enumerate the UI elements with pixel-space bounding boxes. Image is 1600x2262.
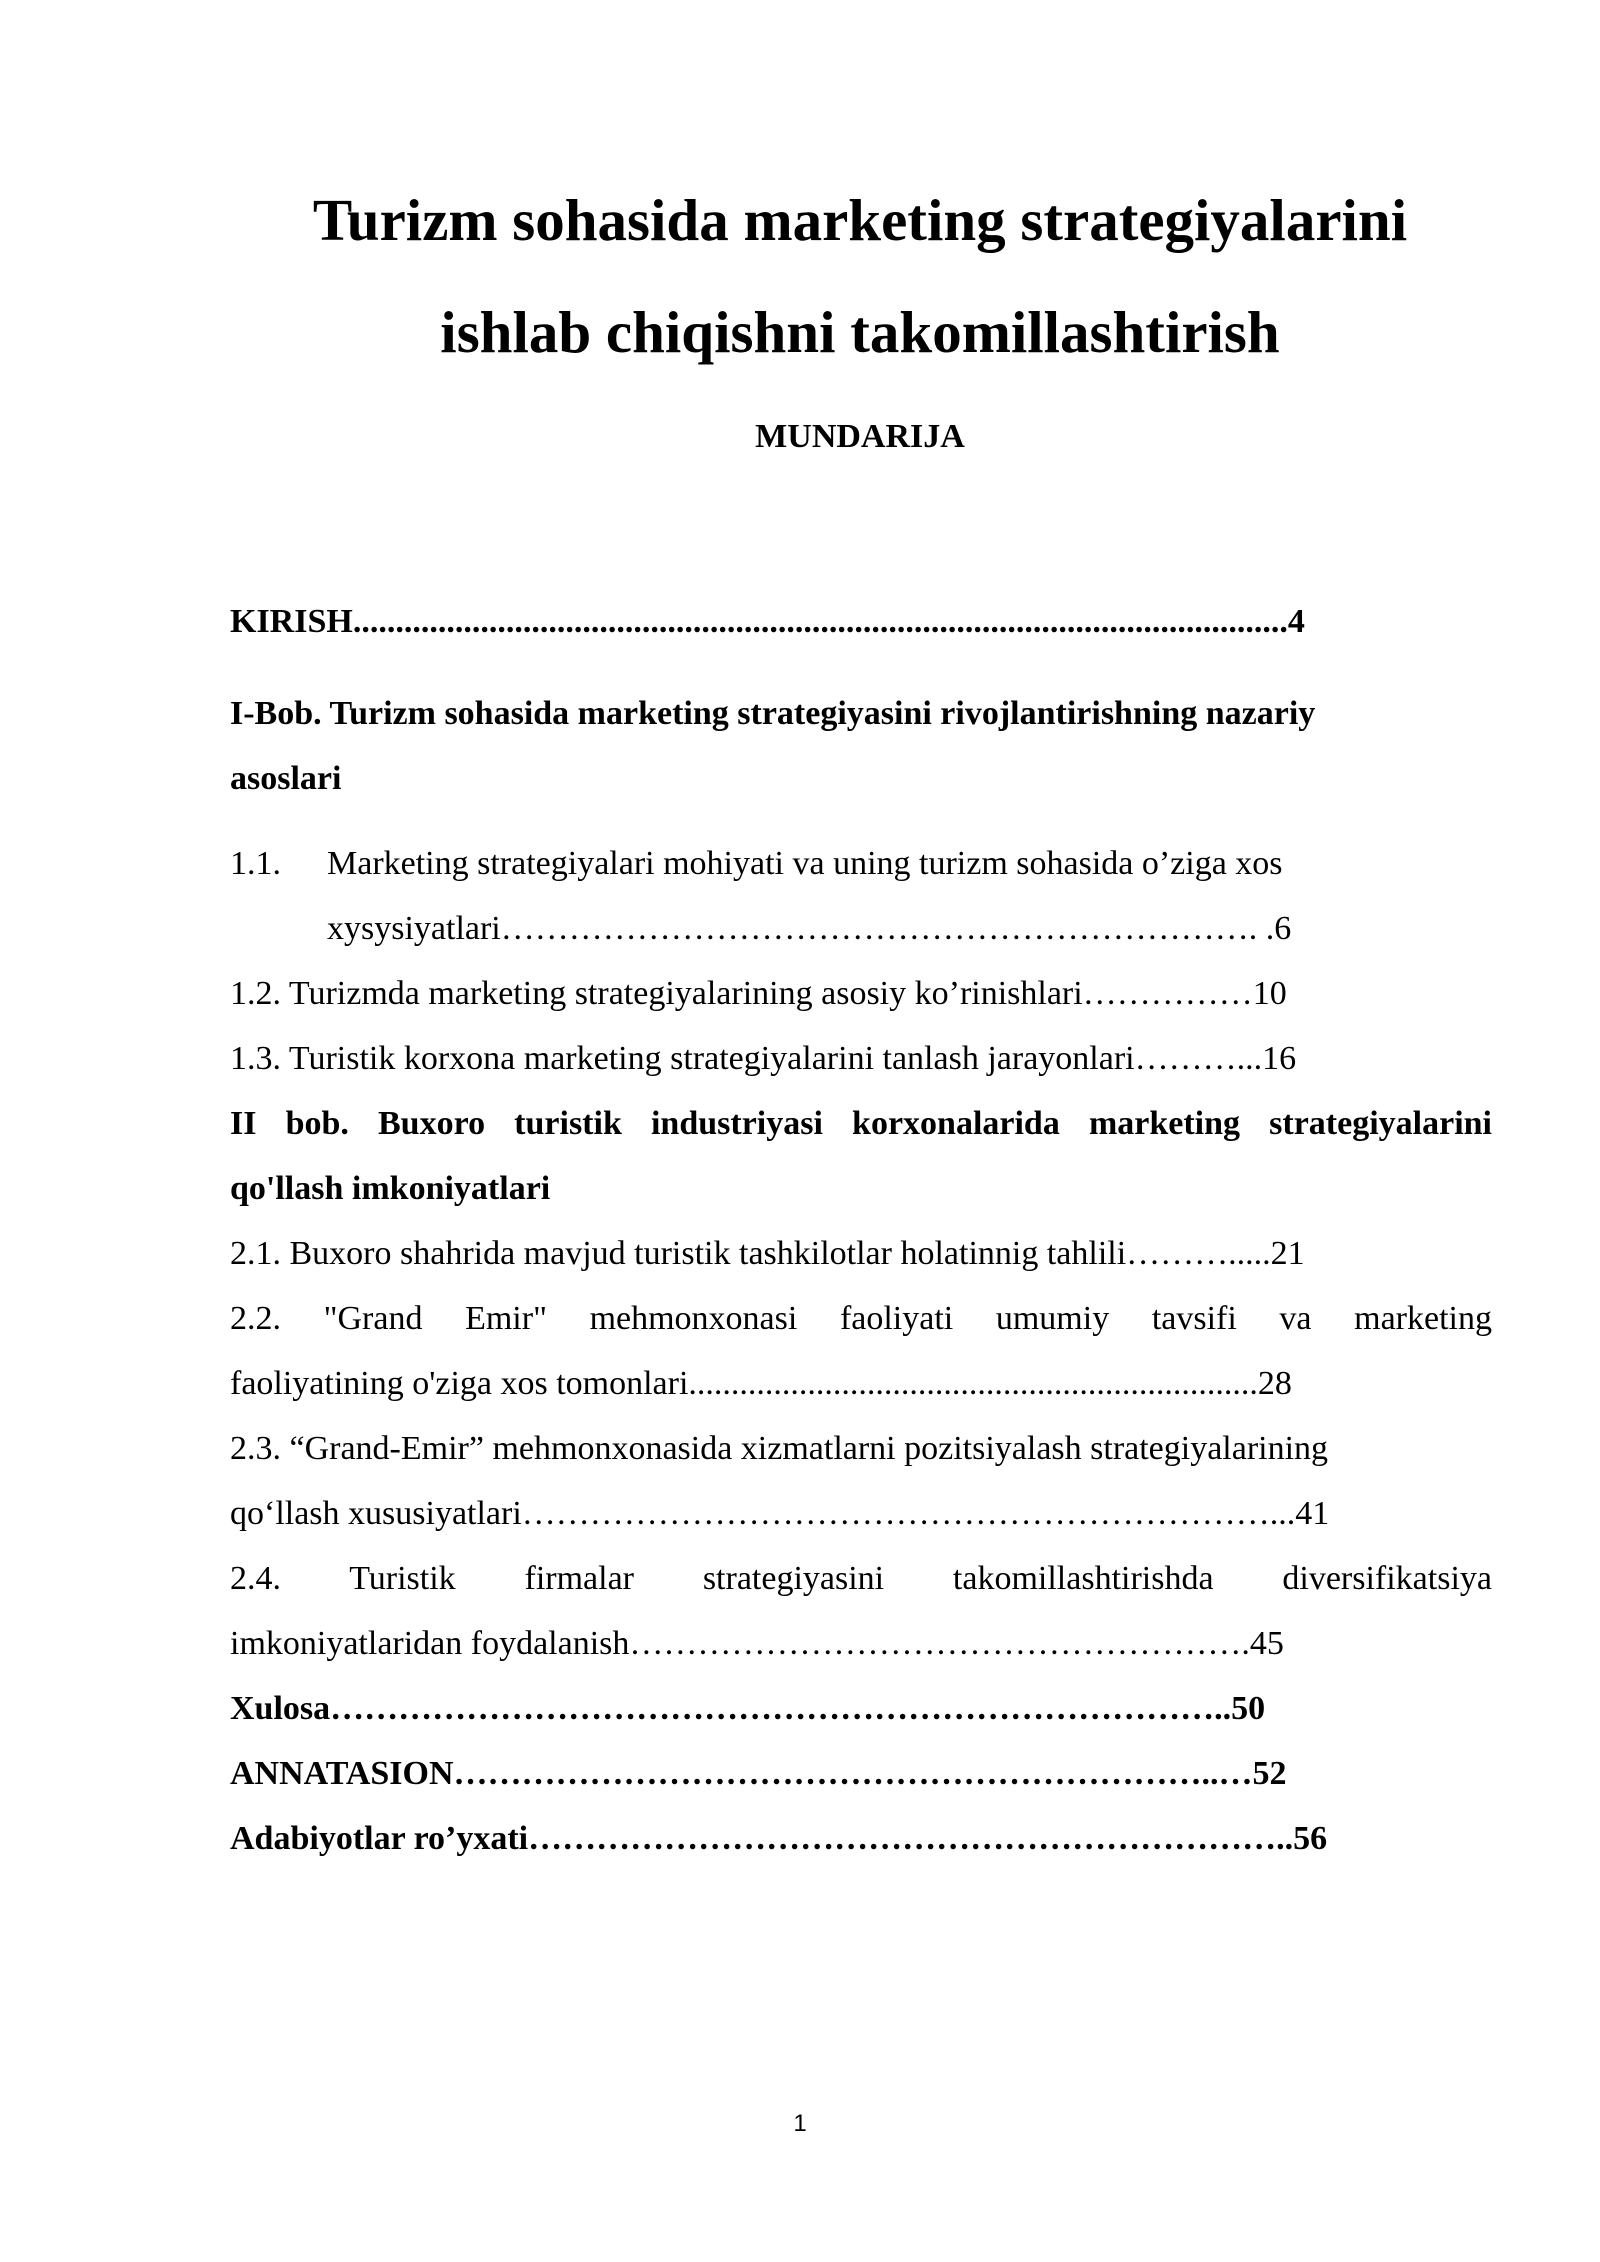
title-line-2: ishlab chiqishni takomillashtirish [440,299,1280,365]
toc-entry-1-1-continued [230,907,1492,951]
document-title [230,164,1490,388]
toc-entry-1-3: 1.3. Turistik korxona marketing strategiyalarini tanlash jarayonlari………...16 [230,1040,1297,1077]
page-number: 1 [793,2110,807,2137]
toc-entry-xulosa: Xulosa……………………………………………………………………..50 [230,1690,1266,1727]
toc-entry-2-1: 2.1. Buxoro shahrida mavjud turistik tashkilotlar holatinnig tahlili……….....21 [230,1235,1305,1272]
toc-entry-2-4-line-1: 2.4. Turistik firmalar strategiyasini takomillashtirishda diversifikatsiya [230,1560,1492,1597]
toc-entry-2-3-line-2: qo‘llash xususiyatlari…………………………………………………………...41 [230,1495,1330,1532]
toc-entry-1-1 [230,842,1492,886]
toc-heading: MUNDARIJA [755,418,965,455]
toc-chapter-1-line-1: I-Bob. Turizm sohasida marketing strategiyasini rivojlantirishning nazariy [230,695,1316,732]
toc-entry-1-1-line-1: Marketing strategiyalari mohiyati va uning turizm sohasida o’ziga xos [327,845,1283,882]
toc-entry-2-2-line-1: 2.2. "Grand Emir" mehmonxonasi faoliyati umumiy tavsifi va marketing [230,1300,1492,1337]
toc-entry-1-1-number: 1.1. [230,845,281,882]
toc-entry-2-2-line-2: faoliyatining o'ziga xos tomonlari...................................................................28 [230,1365,1292,1402]
toc-chapter-1-line-2: asoslari [230,760,342,797]
toc-chapter-2-line-2: qo'llash imkoniyatlari [230,1170,551,1207]
toc-entry-1-1-line-2: xysysiyatlari…………………………………………………………. .6 [327,910,1292,947]
toc-entry-1-2: 1.2. Turizmda marketing strategiyalarining asosiy ko’rinishlari……………10 [230,975,1287,1012]
toc-entry-2-3-line-1: 2.3. “Grand-Emir” mehmonxonasida xizmatlarni pozitsiyalash strategiyalarining [230,1430,1329,1467]
toc-chapter-2-line-1: II bob. Buxoro turistik industriyasi korxonalarida marketing strategiyalarini [230,1105,1492,1142]
toc-entry-kirish: KIRISH..............................................................................................................4 [230,603,1305,640]
toc-entry-adabiyotlar: Adabiyotlar ro’yxati…………………………………………………………..56 [230,1820,1328,1857]
title-line-1: Turizm sohasida marketing strategiyalarini [312,187,1408,253]
toc-entry-annatasion: ANNATASION…………………………………………………………..…52 [230,1755,1287,1792]
toc-entry-2-4-line-2: imkoniyatlaridan foydalanish……………………………………………….45 [230,1625,1284,1662]
